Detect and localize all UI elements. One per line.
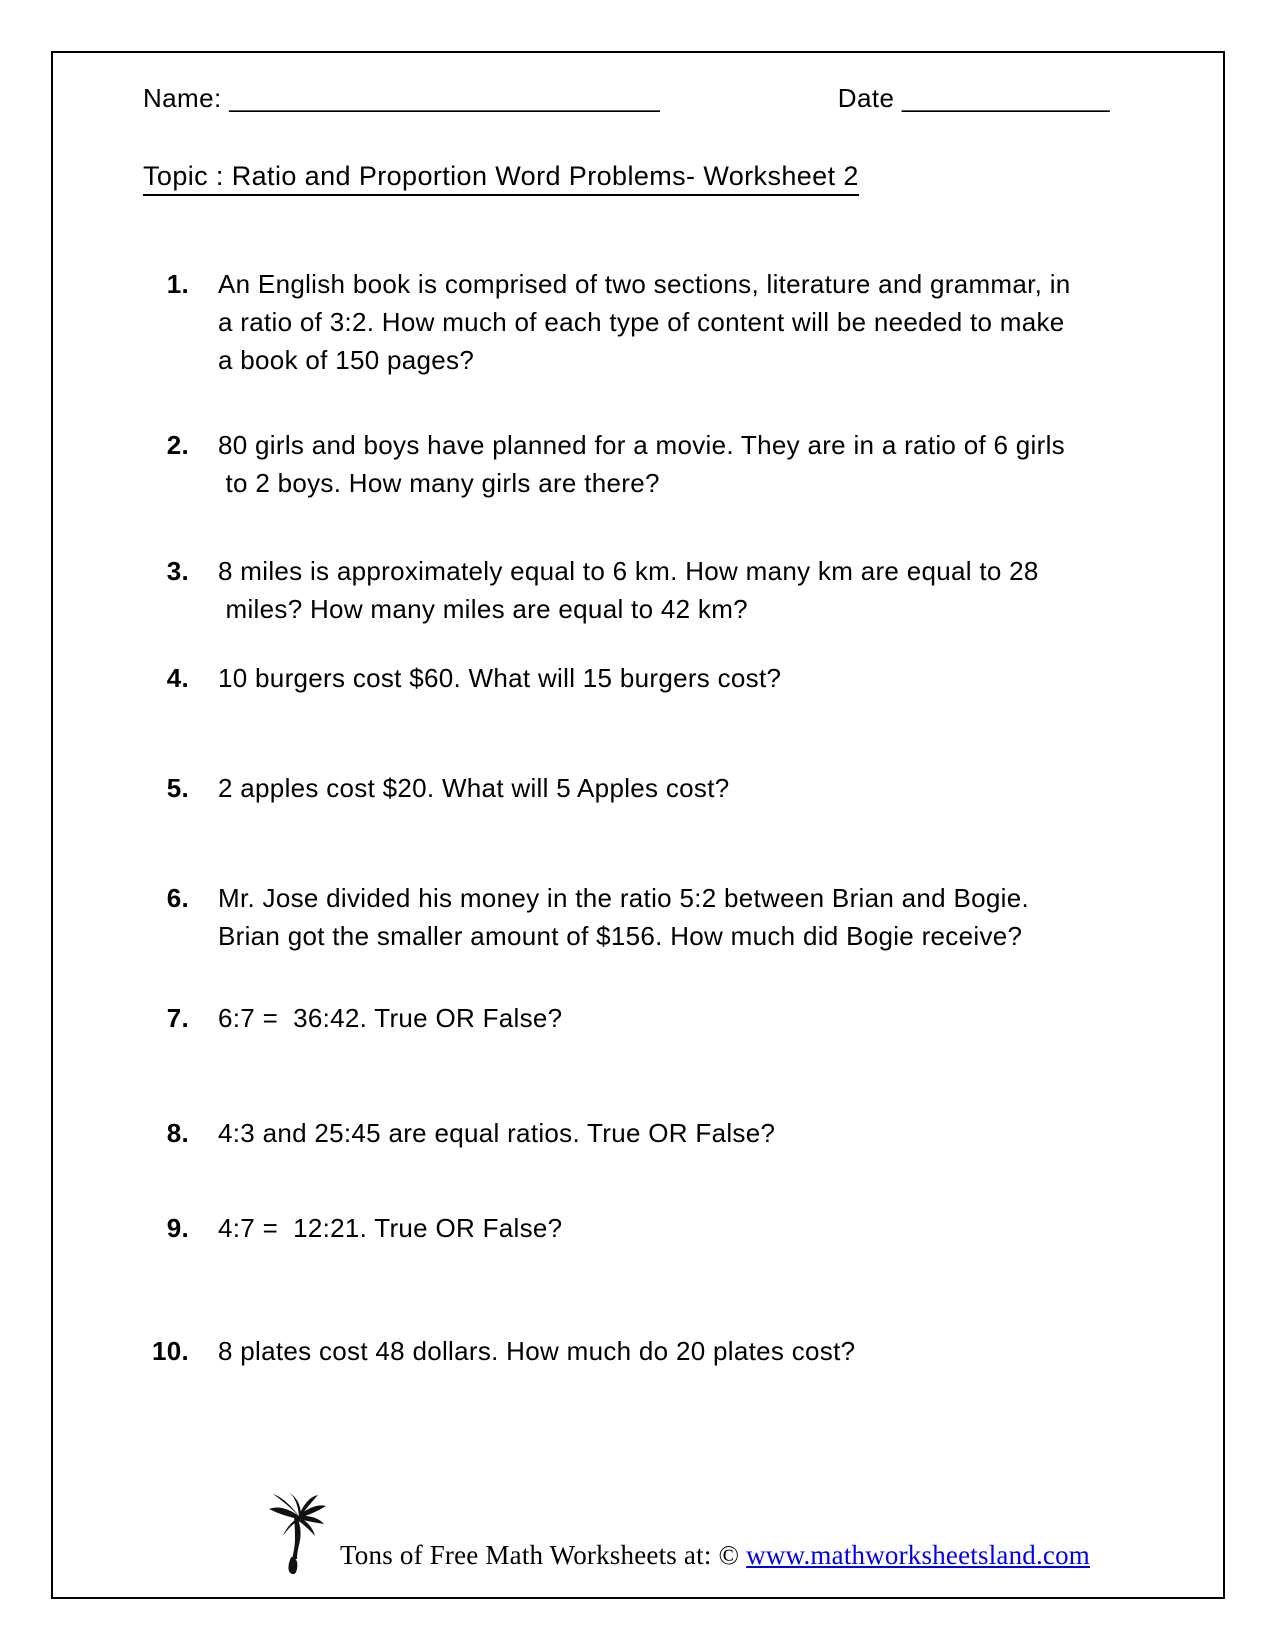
problem-5 (143, 769, 1223, 807)
date-field-group (838, 79, 1110, 117)
problem-7-number: 7. (166, 1003, 189, 1033)
problem-2-text (218, 426, 1065, 502)
problem-1-line: a ratio of 3:2. How much of each type of content will be needed to make (218, 307, 1065, 337)
palm-tree-icon (266, 1491, 328, 1575)
problem-6-line: Brian got the smaller amount of $156. How much did Bogie receive? (218, 921, 1023, 951)
problem-3-line: miles? How many miles are equal to 42 km? (218, 594, 748, 624)
problem-10-line: 8 plates cost 48 dollars. How much do 20 plates cost? (218, 1336, 856, 1366)
problem-3-number: 3. (166, 556, 189, 586)
problem-10-text (218, 1332, 855, 1370)
problem-3-text (218, 552, 1039, 628)
name-field-group (143, 79, 660, 117)
problem-8 (143, 1114, 1223, 1152)
problem-3 (143, 552, 1223, 628)
problem-9-line: 4:7 = 12:21. True OR False? (218, 1213, 563, 1243)
problem-4-line: 10 burgers cost $60. What will 15 burgers cost? (218, 663, 782, 693)
name-blank-line: _____________________________ (229, 83, 661, 113)
problem-6-number: 6. (166, 883, 189, 913)
problem-4 (143, 659, 1223, 697)
footer-credit-text: Tons of Free Math Worksheets at: © (340, 1540, 747, 1570)
worksheet-content (53, 53, 1223, 1370)
problem-7-line: 6:7 = 36:42. True OR False? (218, 1003, 563, 1033)
problem-4-number: 4. (166, 663, 189, 693)
problem-5-number: 5. (166, 773, 189, 803)
worksheet-page (51, 51, 1225, 1599)
title-row (143, 157, 1223, 195)
problem-1-number: 1. (166, 269, 189, 299)
problem-2-number: 2. (166, 430, 189, 460)
problem-4-text (218, 659, 781, 697)
name-label: Name: (143, 83, 222, 113)
problem-7 (143, 999, 1223, 1037)
problem-1-line: An English book is comprised of two sections, literature and grammar, in (218, 269, 1071, 299)
problem-1-text (218, 265, 1071, 379)
header-row (143, 79, 1110, 117)
problem-2 (143, 426, 1223, 502)
problem-5-text (218, 769, 730, 807)
problem-10 (143, 1332, 1223, 1370)
footer (266, 1491, 1090, 1575)
problem-8-text (218, 1114, 775, 1152)
problem-3-line: 8 miles is approximately equal to 6 km. How many km are equal to 28 (218, 556, 1039, 586)
footer-link[interactable]: www.mathworksheetsland.com (746, 1540, 1091, 1570)
problem-8-number: 8. (166, 1118, 189, 1148)
problem-6 (143, 879, 1223, 955)
worksheet-title: Topic : Ratio and Proportion Word Problems- Worksheet 2 (143, 161, 859, 196)
footer-text (340, 1540, 1090, 1575)
problem-1 (143, 265, 1223, 379)
problem-2-line: to 2 boys. How many girls are there? (218, 468, 660, 498)
problem-9-number: 9. (166, 1213, 189, 1243)
problem-6-text (218, 879, 1029, 955)
problem-10-number: 10. (151, 1336, 189, 1366)
date-blank-line: ______________ (901, 83, 1110, 113)
problem-9-text (218, 1209, 562, 1247)
problem-5-line: 2 apples cost $20. What will 5 Apples cost? (218, 773, 730, 803)
problem-7-text (218, 999, 562, 1037)
problem-8-line: 4:3 and 25:45 are equal ratios. True OR False? (218, 1118, 776, 1148)
problems-list (143, 265, 1223, 1370)
problem-2-line: 80 girls and boys have planned for a movie. They are in a ratio of 6 girls (218, 430, 1065, 460)
problem-9 (143, 1209, 1223, 1247)
problem-6-line: Mr. Jose divided his money in the ratio 5:2 between Brian and Bogie. (218, 883, 1029, 913)
date-label: Date (837, 83, 895, 113)
problem-1-line: a book of 150 pages? (218, 345, 475, 375)
